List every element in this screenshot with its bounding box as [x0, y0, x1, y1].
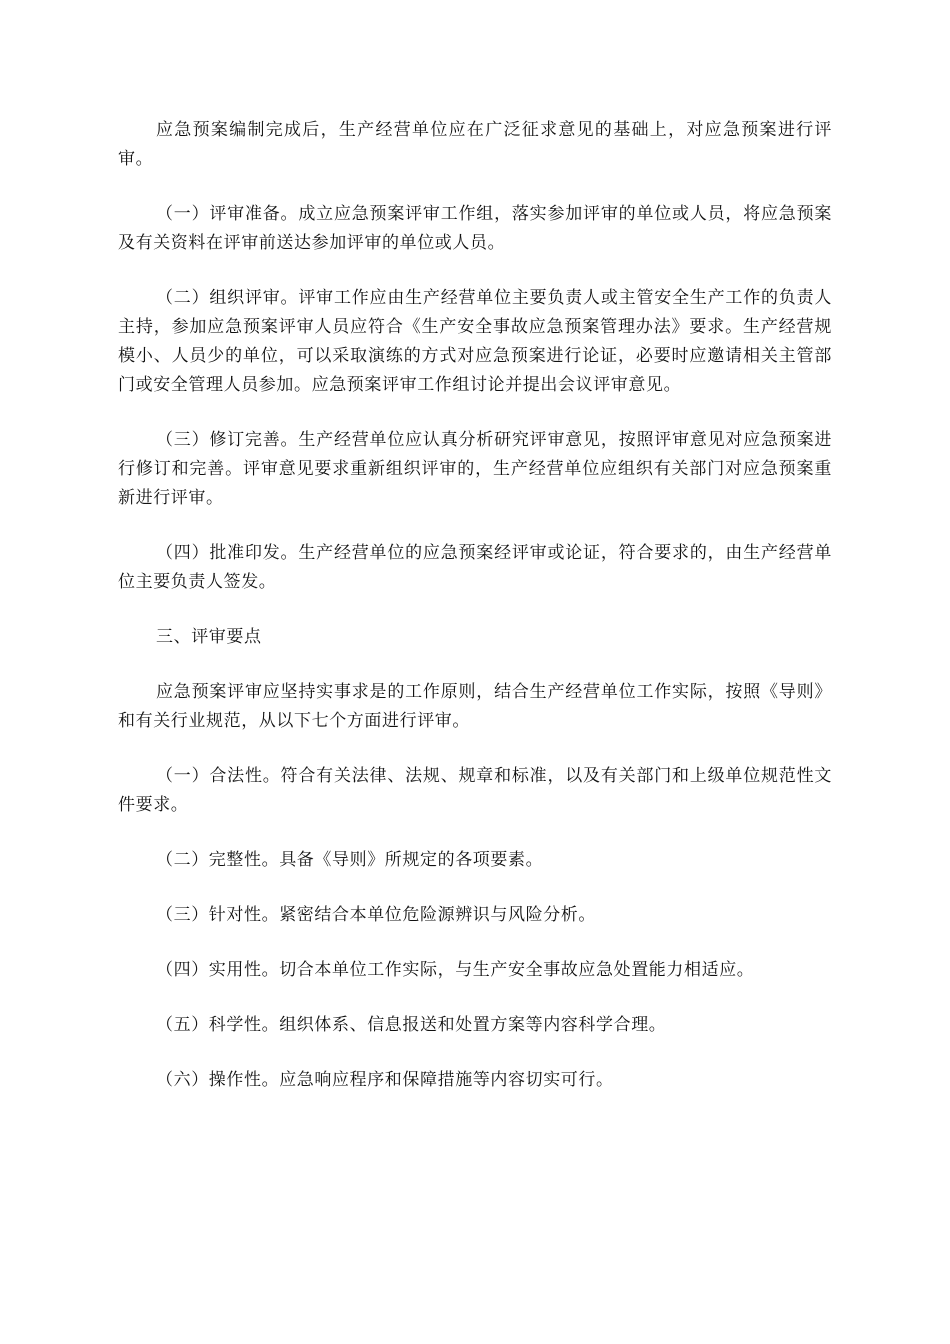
paragraph-intro: 应急预案编制完成后，生产经营单位应在广泛征求意见的基础上，对应急预案进行评审。 [118, 120, 832, 169]
paragraph-practicality: （四）实用性。切合本单位工作实际，与生产安全事故应急处置能力相适应。 [156, 960, 755, 980]
paragraph-legality: （一）合法性。符合有关法律、法规、规章和标准，以及有关部门和上级单位规范性文件要求。 [118, 766, 832, 815]
paragraph-operability: （六）操作性。应急响应程序和保障措施等内容切实可行。 [156, 1070, 614, 1090]
paragraph-organize-review: （二）组织评审。评审工作应由生产经营单位主要负责人或主管安全生产工作的负责人主持，参加应急预案评审人员应符合《生产安全事故应急预案管理办法》要求。生产经营规模小、人员少的单位，可以采取演练的方式对应急预案进行论证，必要时应邀请相关主管部门或安全管理人员参加。应急预案评审工作组讨论并提出会议评审意见。 [118, 288, 832, 395]
document-body [118, 116, 832, 1121]
paragraph-review-principle: 应急预案评审应坚持实事求是的工作原则，结合生产经营单位工作实际，按照《导则》和有关行业规范，从以下七个方面进行评审。 [118, 682, 832, 731]
paragraph-approve-issue: （四）批准印发。生产经营单位的应急预案经评审或论证，符合要求的，由生产经营单位主要负责人签发。 [118, 543, 832, 592]
paragraph-scientific: （五）科学性。组织体系、信息报送和处置方案等内容科学合理。 [156, 1015, 667, 1035]
paragraph-pertinence: （三）针对性。紧密结合本单位危险源辨识与风险分析。 [156, 905, 596, 925]
paragraph-revise-improve: （三）修订完善。生产经营单位应认真分析研究评审意见，按照评审意见对应急预案进行修订和完善。评审意见要求重新组织评审的，生产经营单位应组织有关部门对应急预案重新进行评审。 [118, 430, 832, 508]
section-heading-review-points: 三、评审要点 [156, 627, 262, 647]
paragraph-completeness: （二）完整性。具备《导则》所规定的各项要素。 [156, 850, 544, 870]
paragraph-review-preparation: （一）评审准备。成立应急预案评审工作组，落实参加评审的单位或人员，将应急预案及有关资料在评审前送达参加评审的单位或人员。 [118, 204, 832, 253]
